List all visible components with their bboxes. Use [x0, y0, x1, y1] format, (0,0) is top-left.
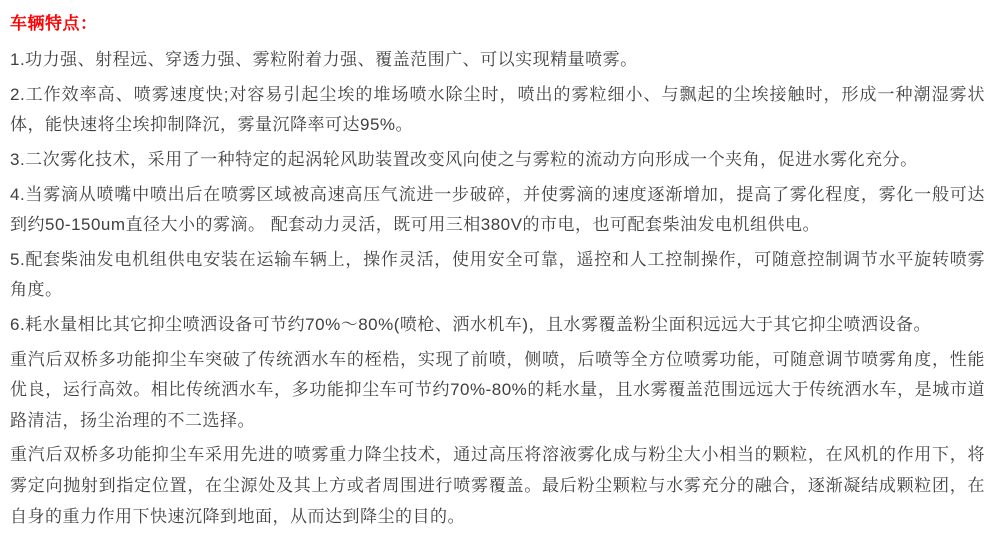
feature-item-2: 2.工作效率高、喷雾速度快;对容易引起尘埃的堆场喷水除尘时，喷出的雾粒细小、与飘起的尘埃接触时，形成一种潮湿雾状体，能快速将尘埃抑制降沉，雾量沉降率可达95%。: [10, 84, 985, 135]
feature-item-6: 6.耗水量相比其它抑尘喷洒设备可节约70%～80%(喷枪、洒水机车)，且水雾覆盖粉尘面积远远大于其它抑尘喷洒设备。: [10, 314, 932, 334]
feature-item-5: 5.配套柴油发电机组供电安装在运输车辆上，操作灵活，使用安全可靠，遥控和人工控制操作，可随意控制调节水平旋转喷雾角度。: [10, 249, 985, 300]
summary-paragraph-1: 重汽后双桥多功能抑尘车突破了传统洒水车的桎梏，实现了前喷，侧喷，后喷等全方位喷雾功能，可随意调节喷雾角度，性能优良，运行高效。相比传统洒水车，多功能抑尘车可节约70%-80%的耗水量，且水雾覆盖范围远远大于传统洒水车，是城市道路清洁，扬尘治理的不二选择。: [10, 349, 985, 430]
summary-paragraph-2: 重汽后双桥多功能抑尘车采用先进的喷雾重力降尘技术，通过高压将溶液雾化成与粉尘大小相当的颗粒，在风机的作用下，将雾定向抛射到指定位置，在尘源处及其上方或者周围进行喷雾覆盖。最后粉尘颗粒与水雾充分的融合，逐渐凝结成颗粒团，在自身的重力作用下快速沉降到地面，从而达到降尘的目的。: [10, 445, 985, 526]
page-title: 车辆特点：: [10, 14, 98, 33]
feature-item-1: 1.功力强、射程远、穿透力强、雾粒附着力强、覆盖范围广、可以实现精量喷雾。: [10, 50, 638, 70]
feature-item-3: 3.二次雾化技术，采用了一种特定的起涡轮风助装置改变风向使之与雾粒的流动方向形成一个夹角，促进水雾化充分。: [10, 149, 918, 169]
feature-item-4: 4.当雾滴从喷嘴中喷出后在喷雾区域被高速高压气流进一步破碎，并使雾滴的速度逐渐增加，提高了雾化程度，雾化一般可达到约50-150um直径大小的雾滴。 配套动力灵活，既可用三相380V的市电，也可配套柴油发电机组供电。: [10, 184, 985, 235]
